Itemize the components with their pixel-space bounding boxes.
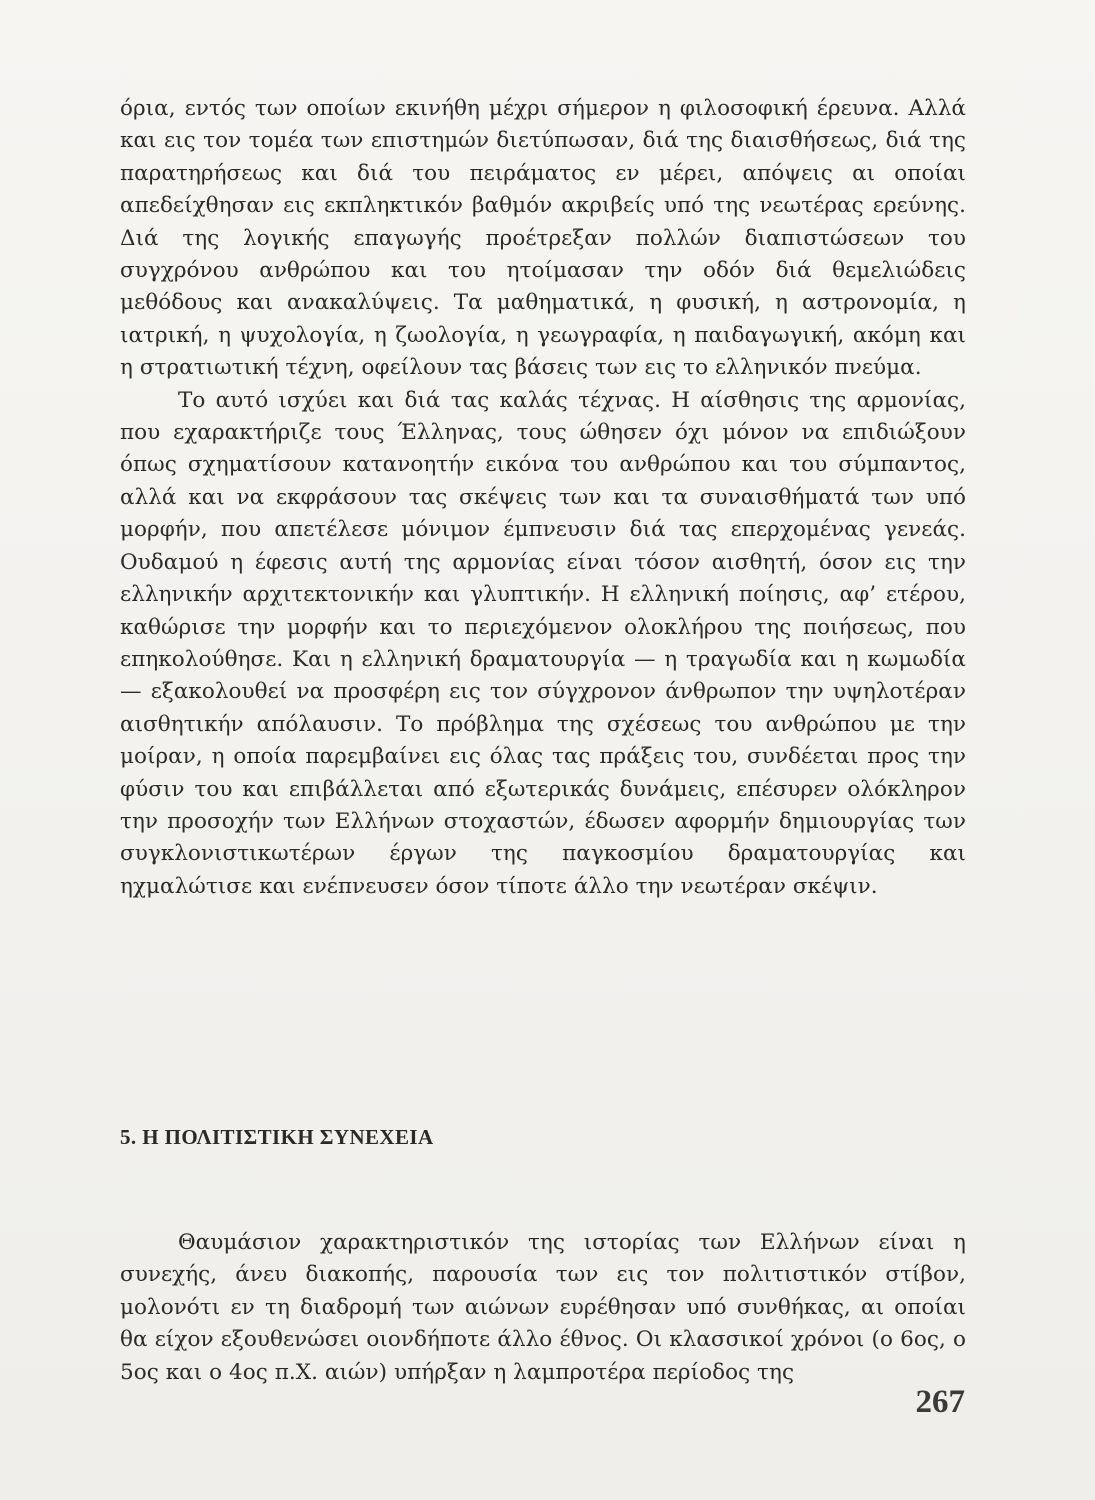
section-heading: 5. Η ΠΟΛΙΤΙΣΤΙΚΗ ΣΥΝΕΧΕΙΑ [120, 1125, 434, 1149]
paragraph-3: Θαυμάσιον χαρακτηριστικόν της ιστορίας των Ελλήνων είναι η συνεχής, άνευ διακοπής, παρουσία των εις τον πολιτιστικόν στίβον, μολονότι εν τη διαδρομή των αιώνων ευρέθησαν υπό συνθήκας, αι οποίαι θα είχον εξουθενώσει οιονδήποτε άλλο έθνος. Οι κλασσικοί χρόνοι (ο 6ος, ο 5ος και ο 4ος π.Χ. αιών) υπήρξαν η λαμπροτέρα περίοδος της [120, 1230, 966, 1385]
body-text-top [120, 93, 966, 903]
paragraph-1: όρια, εντός των οποίων εκινήθη μέχρι σήμερον η φιλοσοφική έρευνα. Αλλά και εις τον τομέα των επιστημών διετύπωσαν, διά της διαισθήσεως, διά της παρατηρήσεως και διά του πειράματος εν μέρει, απόψεις αι οποίαι απεδείχθησαν εις εκπληκτικόν βαθμόν ακριβείς υπό της νεωτέρας ερεύνης. Διά της λογικής επαγωγής προέτρεξαν πολλών διαπιστώσεων του συγχρόνου ανθρώπου και του ητοίμασαν την οδόν διά θεμελιώδεις μεθόδους και ανακαλύψεις. Τα μαθηματικά, η φυσική, η αστρονομία, η ιατρική, η ψυχολογία, η ζωολογία, η γεωγραφία, η παιδαγωγική, ακόμη και η στρατιωτική τέχνη, οφείλουν τας βάσεις των εις το ελληνικόν πνεύμα. [120, 96, 966, 381]
body-text-bottom [120, 1227, 966, 1389]
page-number: 267 [915, 1384, 965, 1420]
paragraph-2: Το αυτό ισχύει και διά τας καλάς τέχνας. Η αίσθησις της αρμονίας, που εχαρακτήριζε τους Έλληνας, τους ώθησεν όχι μόνον να επιδιώξουν όπως σχηματίσουν κατανοητήν εικόνα του ανθρώπου και του σύμπαντος, αλλά και να εκφράσουν τας σκέψεις των και τα συναισθήματά των υπό μορφήν, που απετέλεσε μόνιμον έμπνευσιν διά τας επερχομένας γενεάς. Ουδαμού η έφεσις αυτή της αρμονίας είναι τόσον αισθητή, όσον εις την ελληνικήν αρχιτεκτονικήν και γλυπτικήν. Η ελληνική ποίησις, αφ’ ετέρου, καθώρισε την μορφήν και το περιεχόμενον ολοκλήρου της ποιήσεως, που επηκολούθησε. Και η ελληνική δραματουργία — η τραγωδία και η κωμωδία — εξακολουθεί να προσφέρη εις τον σύγχρονον άνθρωπον την υψηλοτέραν αισθητικήν απόλαυσιν. Το πρόβλημα της σχέσεως του ανθρώπου με την μοίραν, η οποία παρεμβαίνει εις όλας τας πράξεις του, συνδέεται προς την φύσιν του και επιβάλλεται από εξωτερικάς δυνάμεις, επέσυρεν ολόκληρον την προσοχήν των Ελλήνων στοχαστών, έδωσεν αφορμήν δημιουργίας των συγκλονιστικωτέρων έργων της παγκοσμίου δραματουργίας και ηχμαλώτισε και ενέπνευσεν όσον τίποτε άλλο την νεωτέραν σκέψιν. [120, 387, 966, 899]
